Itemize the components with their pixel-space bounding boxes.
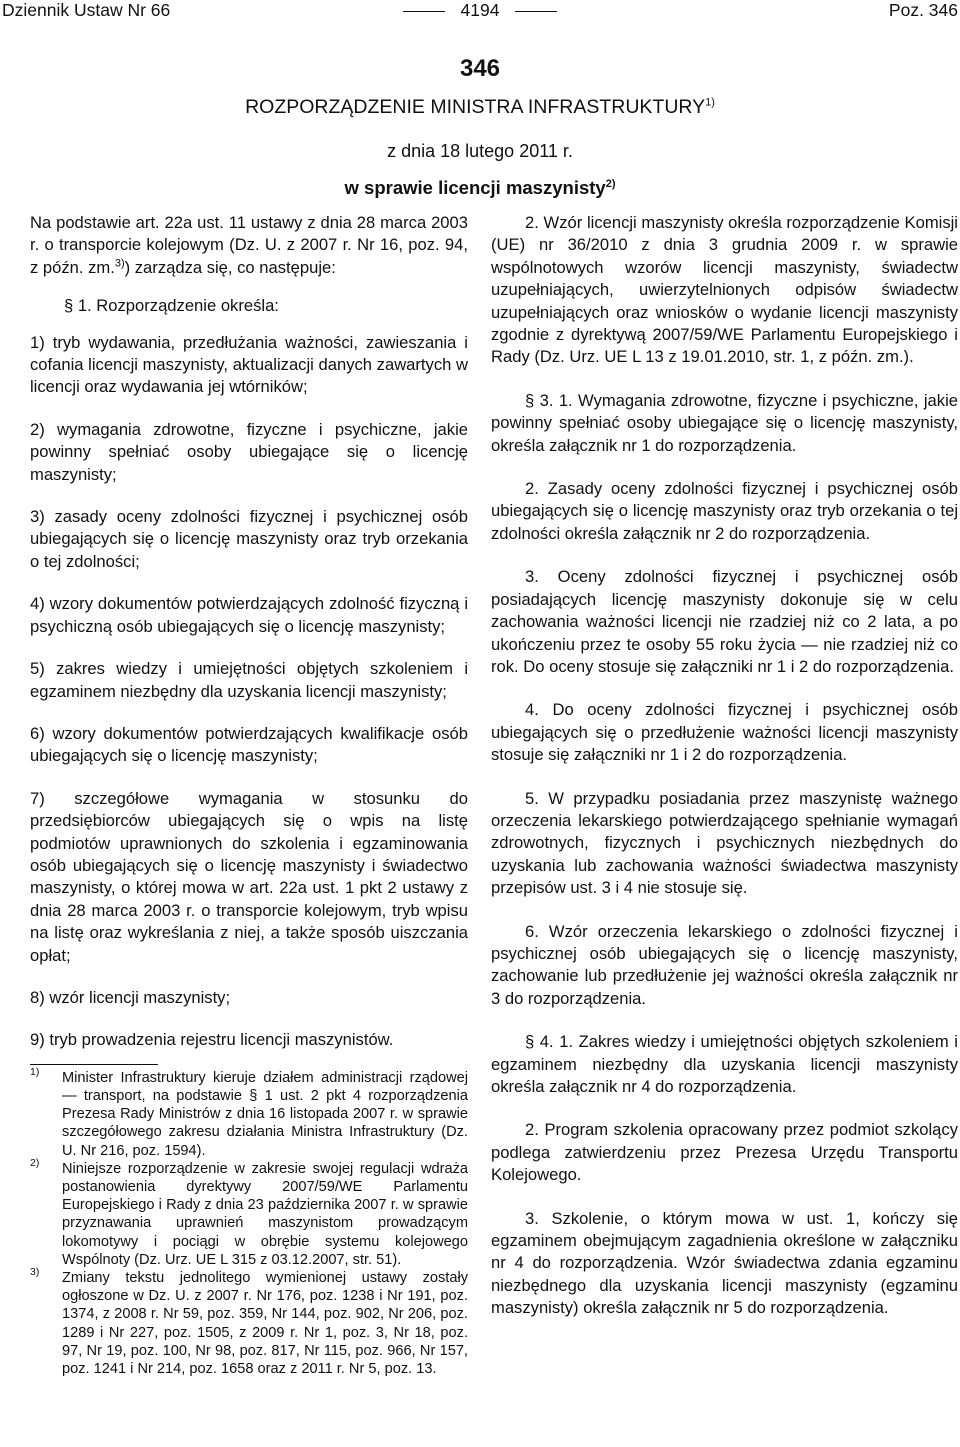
legal-basis [30, 212, 468, 279]
list-item: 6) wzory dokumentów potwierdzających kwalifikacje osób ubiegających się o licencję maszynisty; [30, 723, 468, 766]
page-number-dash-right [515, 11, 557, 12]
act-title-footnote-ref: 1) [705, 96, 715, 109]
legal-basis-text: Na podstawie art. 22a ust. 11 ustawy z dnia 28 marca 2003 r. o transporcie kolejowym (Dz. U. z 2007 r. Nr 16, poz. 94, z późn. zm. [30, 213, 468, 277]
act-number: 346 [459, 55, 501, 82]
footnote-mark: 1) [30, 1065, 40, 1078]
paragraph: 4. Do oceny zdolności fizycznej i psychicznej osób ubiegających się o przedłużenie ważności licencji maszynisty stosuje się załączniki nr 1 i 2 do rozporządzenia. [491, 700, 958, 765]
paragraph: 3. Szkolenie, o którym mowa w ust. 1, kończy się egzaminem obejmującym zagadnienia określone w załączniku nr 4 do rozporządzenia. Wzór świadectwa zdania egzaminu niezbędnego dla uzyskania licencji maszynisty (egzaminu maszynisty) określa załącznik nr 5 do rozporządzenia. [491, 1208, 958, 1318]
section-3-paragraph: § 3. 1. Wymagania zdrowotne, fizyczne i psychiczne, jakie powinny spełniać osoby ubiegające się o licencję maszynisty, określa załącznik nr 1 do rozporządzenia. [491, 390, 958, 455]
paragraph: 3. Oceny zdolności fizycznej i psychicznej osób posiadających licencję maszynisty dokonuje się w celu zachowania ważności licencji nie rzadziej niż co 2 lata, a po ukończeniu przez te osoby 55 roku życia — nie rzadziej niż co rok. Do oceny stosuje się załączniki nr 1 i 2 do rozporządzenia. [491, 567, 958, 676]
right-column [491, 212, 958, 1320]
list-item: 3) zasady oceny zdolności fizycznej i psychicznej osób ubiegających się o licencję maszynisty oraz tryb orzekania o tej zdolności; [30, 507, 468, 571]
act-subject-text: w sprawie licencji maszynisty [344, 177, 606, 198]
footnote-mark: 3) [30, 1266, 40, 1279]
act-title-text: ROZPORZĄDZENIE MINISTRA INFRASTRUKTURY [245, 96, 706, 118]
act-title [0, 95, 960, 119]
paragraph: 2. Program szkolenia opracowany przez podmiot szkolący podlega zatwierdzeniu przez Prezesa Urzędu Transportu Kolejowego. [491, 1120, 958, 1185]
paragraph: 5. W przypadku posiadania przez maszynistę ważnego orzeczenia lekarskiego potwierdzającego spełnianie wymagań zdrowotnych, fizycznych i psychicznych niezbędnych do uzyskania lub zachowania ważności świadectwa maszynisty przepisów ust. 3 i 4 nie stosuje się. [491, 788, 958, 898]
page-number-block [2, 0, 958, 20]
paragraph: 2. Wzór licencji maszynisty określa rozporządzenie Komisji (UE) nr 36/2010 z dnia 3 grudnia 2009 r. w sprawie wspólnotowych wzorów licencji maszynisty, świadectw uzupełniających, uwierzytelnionych odpisów świadectw uzupełniających oraz wniosków o wydanie licencji maszynisty zgodnie z dyrektywą 2007/59/WE Parlamentu Europejskiego i Rady (Dz. Urz. UE L 13 z 19.01.2010, str. 1, z późn. zm.). [491, 213, 958, 367]
paragraph: 6. Wzór orzeczenia lekarskiego o zdolności fizycznej i psychicznej osób ubiegających się o licencję maszynisty, zachowanie lub przedłużenie jej ważności określa załącznik nr 3 do rozporządzenia. [491, 921, 958, 1008]
page-number-dash-left [403, 11, 445, 12]
position-label: Poz. 346 [888, 0, 958, 20]
left-column [30, 212, 468, 1378]
footnote-mark: 2) [30, 1156, 40, 1169]
section-1-heading: § 1. Rozporządzenie określa: [64, 296, 279, 316]
list-item: 5) zakres wiedzy i umiejętności objętych szkoleniem i egzaminem niezbędny dla uzyskania licencji maszynisty; [30, 659, 468, 701]
footnote-divider [30, 1064, 158, 1065]
footnote [30, 1065, 468, 1160]
act-date: z dnia 18 lutego 2011 r. [387, 141, 573, 161]
footnote [30, 1266, 468, 1378]
section-4-paragraph: § 4. 1. Zakres wiedzy i umiejętności objętych szkoleniem i egzaminem niezbędny dla uzyskania licencji maszynisty określa załącznik nr 4 do rozporządzenia. [491, 1032, 958, 1096]
act-subject-footnote-ref: 2) [605, 177, 616, 190]
list-item: 4) wzory dokumentów potwierdzających zdolność fizyczną i psychiczną osób ubiegających się o licencję maszynisty; [30, 594, 468, 636]
act-subject [0, 176, 960, 200]
list-item: 1) tryb wydawania, przedłużania ważności, zawieszania i cofania licencji maszynisty, aktualizacji danych zawartych w licencji oraz wydawania jej wtórników; [30, 332, 468, 397]
page-number: 4194 [460, 0, 500, 20]
footnote [30, 1156, 468, 1269]
list-item: 2) wymagania zdrowotne, fizyczne i psychiczne, jakie powinny spełniać osoby ubiegające się o licencję maszynisty; [30, 419, 468, 484]
list-item: 9) tryb prowadzenia rejestru licencji maszynistów. [30, 1030, 394, 1050]
legal-basis-text-end: ) zarządza się, co następuje: [124, 257, 336, 277]
list-item: 8) wzór licencji maszynisty; [30, 987, 231, 1007]
legal-basis-footnote-ref: 3) [114, 257, 125, 270]
paragraph: 2. Zasady oceny zdolności fizycznej i psychicznej osób ubiegających się o licencję maszynisty oraz tryb orzekania o tej zdolności określa załącznik nr 2 do rozporządzenia. [491, 479, 958, 543]
footnote-text: Niniejsze rozporządzenie w zakresie swojej regulacji wdraża postanowienia dyrektywy 2007/59/WE Parlamentu Europejskiego i Rady z dnia 23 października 2007 r. w sprawie przyznawania uprawnień maszynistom prowadzącym lokomotywy i pociągi w obrębie systemu kolejowego Wspólnoty (Dz. Urz. UE L 315 z 03.12.2007, str. 51). [62, 1160, 468, 1268]
footnote-text: Minister Infrastruktury kieruje działem administracji rządowej — transport, na podstawie § 1 ust. 2 pkt 4 rozporządzenia Prezesa Rady Ministrów z dnia 16 listopada 2007 r. w sprawie szczegółowego zakresu działania Ministra Infrastruktury (Dz. U. Nr 216, poz. 1594). [62, 1069, 468, 1159]
running-header [2, 0, 958, 22]
list-item: 7) szczegółowe wymagania w stosunku do przedsiębiorców ubiegających się o wpis na listę podmiotów uprawnionych do szkolenia i egzaminowania osób ubiegających się o licencję maszynisty i świadectwo maszynisty, o której mowa w art. 22a ust. 1 pkt 2 ustawy z dnia 28 marca 2003 r. o transporcie kolejowym, tryb wpisu na listę oraz wykreślania z niej, a także sposób uiszczania opłat; [30, 788, 468, 965]
footnote-text: Zmiany tekstu jednolitego wymienionej ustawy zostały ogłoszone w Dz. U. z 2007 r. Nr 176, poz. 1238 i Nr 191, poz. 1374, z 2008 r. Nr 59, poz. 359, Nr 144, poz. 902, Nr 206, poz. 1289 i Nr 227, poz. 1505, z 2009 r. Nr 1, poz. 3, Nr 18, poz. 97, Nr 19, poz. 100, Nr 98, poz. 817, Nr 115, poz. 966, Nr 157, poz. 1241 i Nr 214, poz. 1658 oraz z 2011 r. Nr 5, poz. 13. [62, 1270, 468, 1378]
journal-name: Dziennik Ustaw Nr 66 [2, 0, 171, 20]
